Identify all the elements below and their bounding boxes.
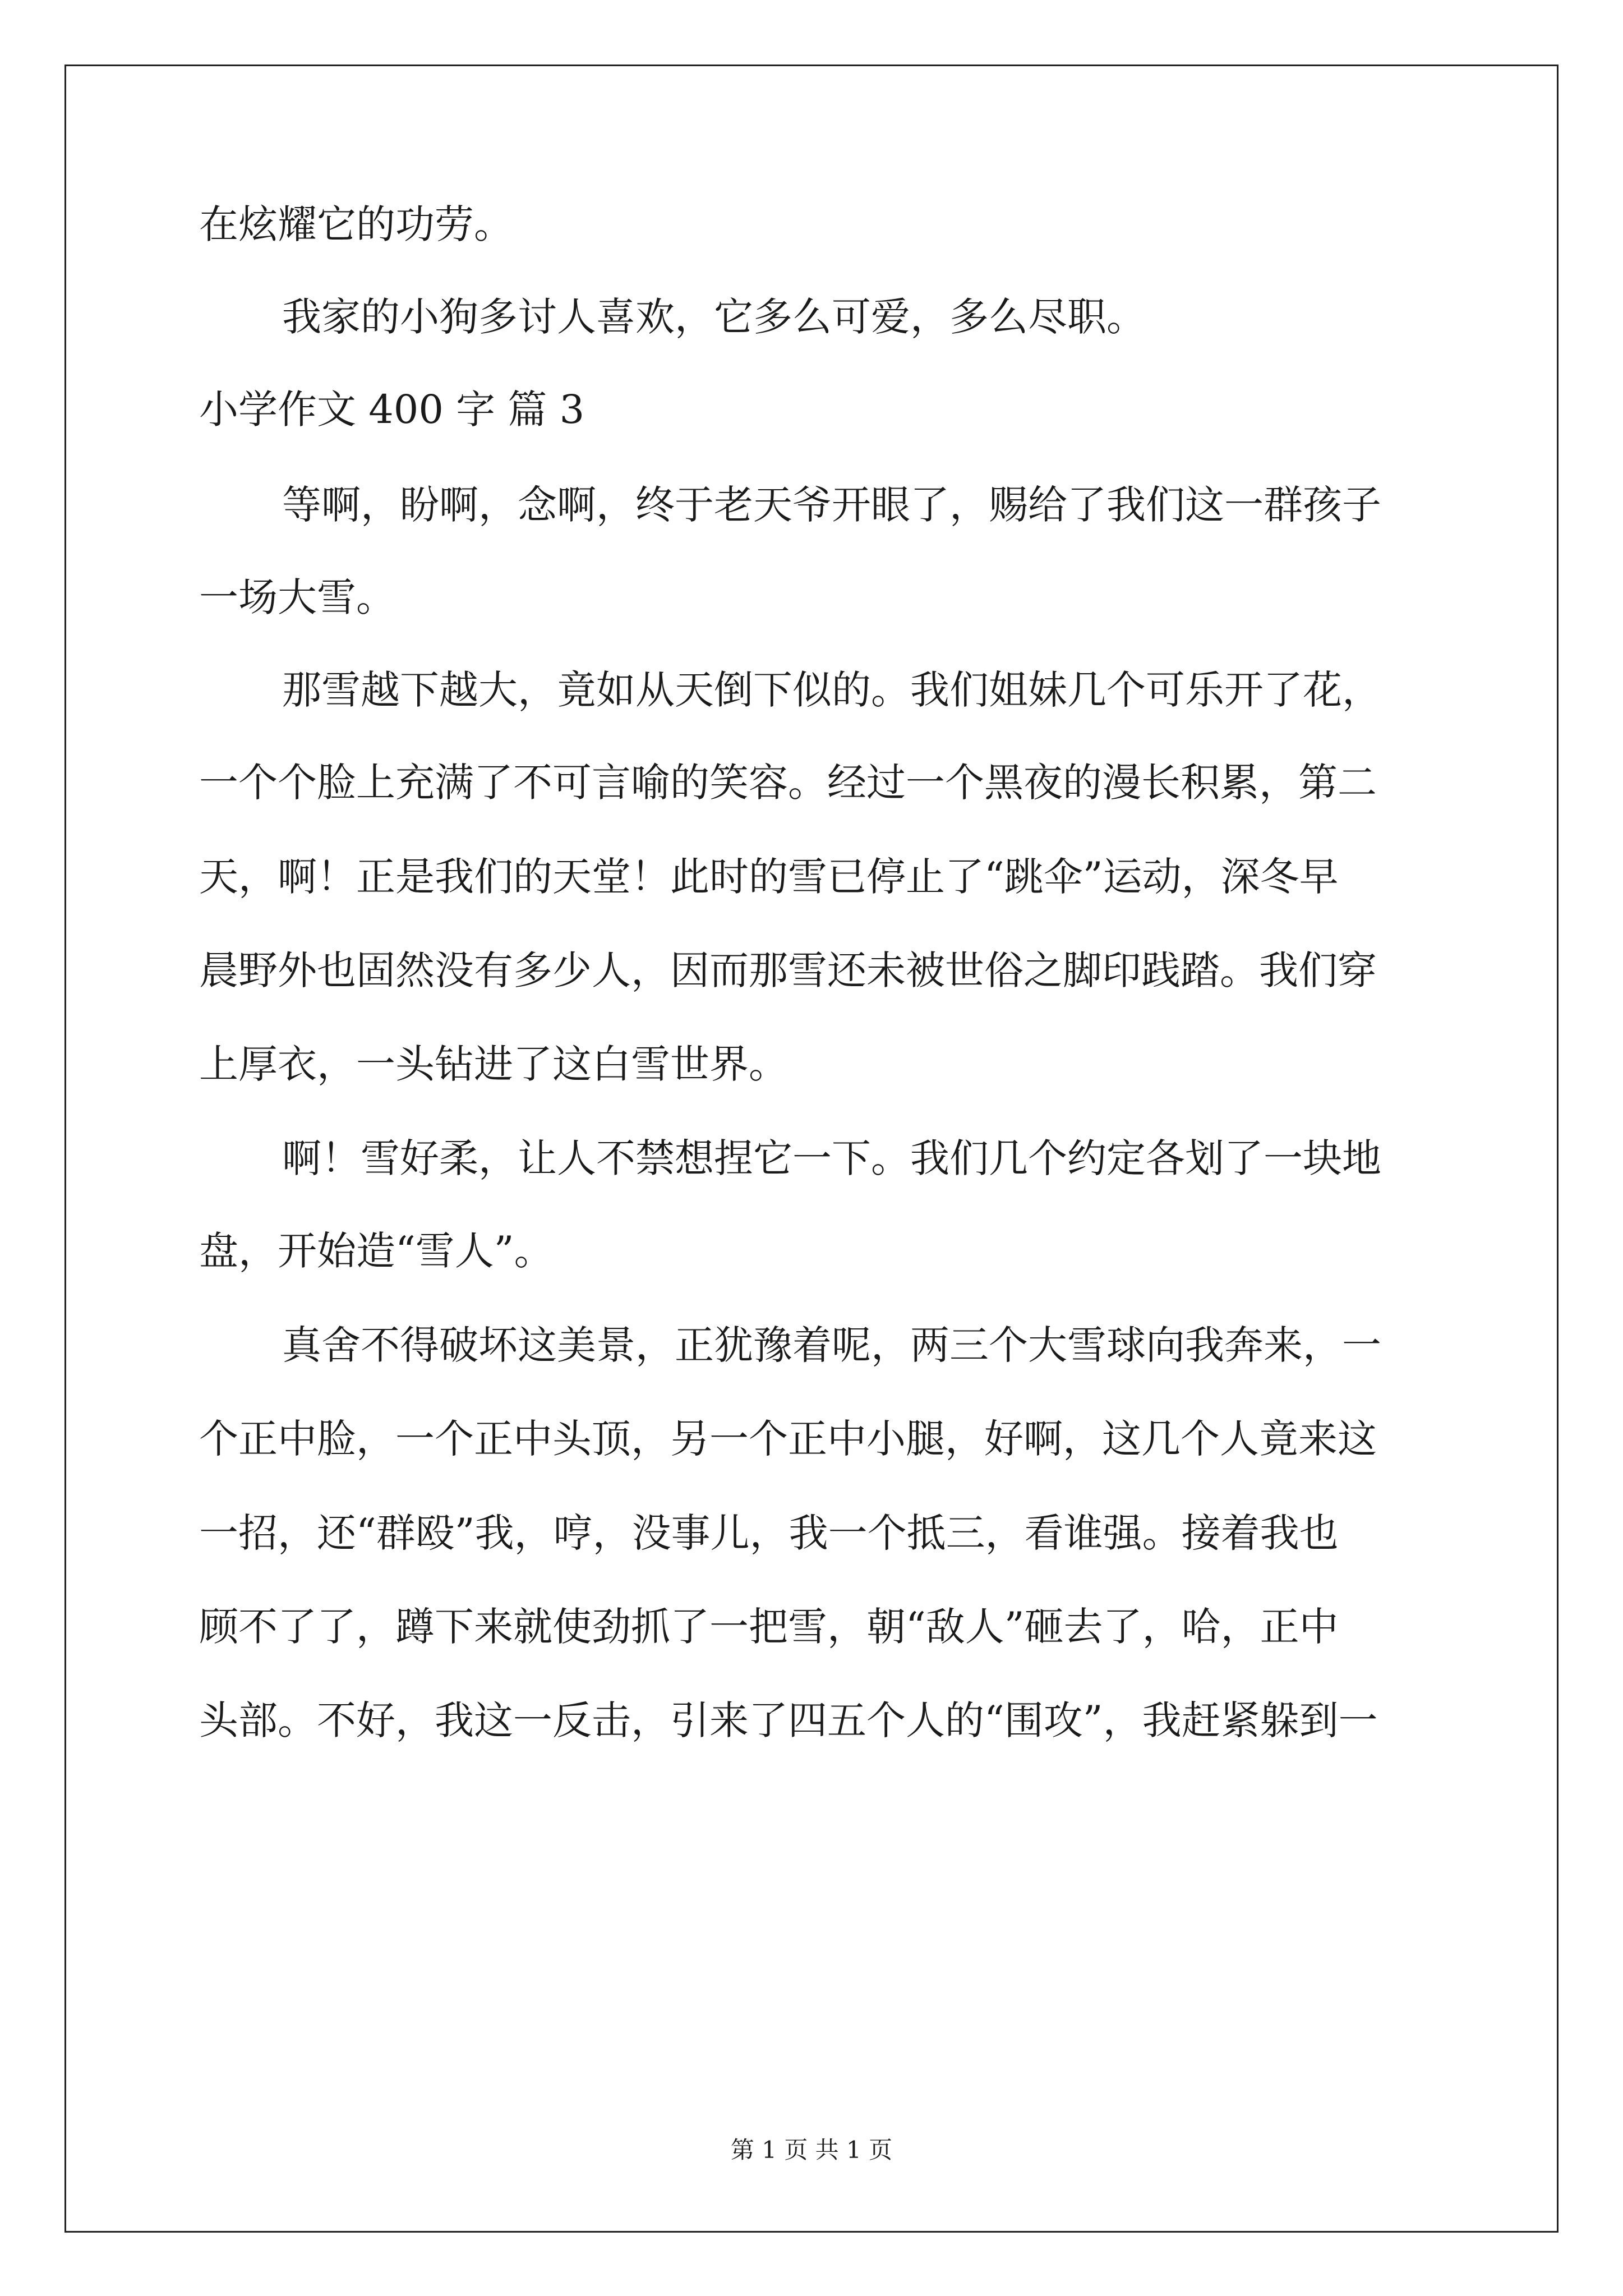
text-line: 个正中脸，一个正中头顶，另一个正中小腿，好啊，这几个人竟来这 xyxy=(199,1416,1377,1462)
text-line: 天，啊！正是我们的天堂！此时的雪已停止了“跳伞”运动，深冬早 xyxy=(199,854,1339,900)
text-line: 一招，还“群殴”我，哼，没事儿，我一个抵三，看谁强。接着我也 xyxy=(199,1510,1339,1556)
text-line: 上厚衣，一头钻进了这白雪世界。 xyxy=(199,1041,788,1087)
text-line: 头部。不好，我这一反击，引来了四五个人的“围攻”，我赶紧躲到一 xyxy=(199,1697,1378,1743)
text-line: 那雪越下越大，竟如从天倒下似的。我们姐妹几个可乐开了花， xyxy=(282,667,1381,713)
section-heading: 小学作文 400 字 篇 3 xyxy=(199,386,585,432)
text-line: 真舍不得破坏这美景，正犹豫着呢，两三个大雪球向我奔来，一 xyxy=(282,1322,1381,1368)
text-line: 啊！雪好柔，让人不禁想捏它一下。我们几个约定各划了一块地 xyxy=(282,1135,1381,1181)
text-line: 顾不了了，蹲下来就使劲抓了一把雪，朝“敌人”砸去了，哈，正中 xyxy=(199,1604,1339,1650)
text-line: 晨野外也固然没有多少人，因而那雪还未被世俗之脚印践踏。我们穿 xyxy=(199,947,1377,993)
text-line: 一场大雪。 xyxy=(199,574,395,620)
text-line: 在炫耀它的功劳。 xyxy=(199,201,513,247)
text-line: 我家的小狗多讨人喜欢，它多么可爱，多么尽职。 xyxy=(282,294,1146,340)
page-number-footer: 第 1 页 共 1 页 xyxy=(730,2136,893,2164)
text-line: 等啊，盼啊，念啊，终于老天爷开眼了，赐给了我们这一群孩子 xyxy=(282,482,1381,528)
text-line: 一个个脸上充满了不可言喻的笑容。经过一个黑夜的漫长积累，第二 xyxy=(199,760,1377,806)
text-line: 盘，开始造“雪人”。 xyxy=(199,1228,554,1274)
